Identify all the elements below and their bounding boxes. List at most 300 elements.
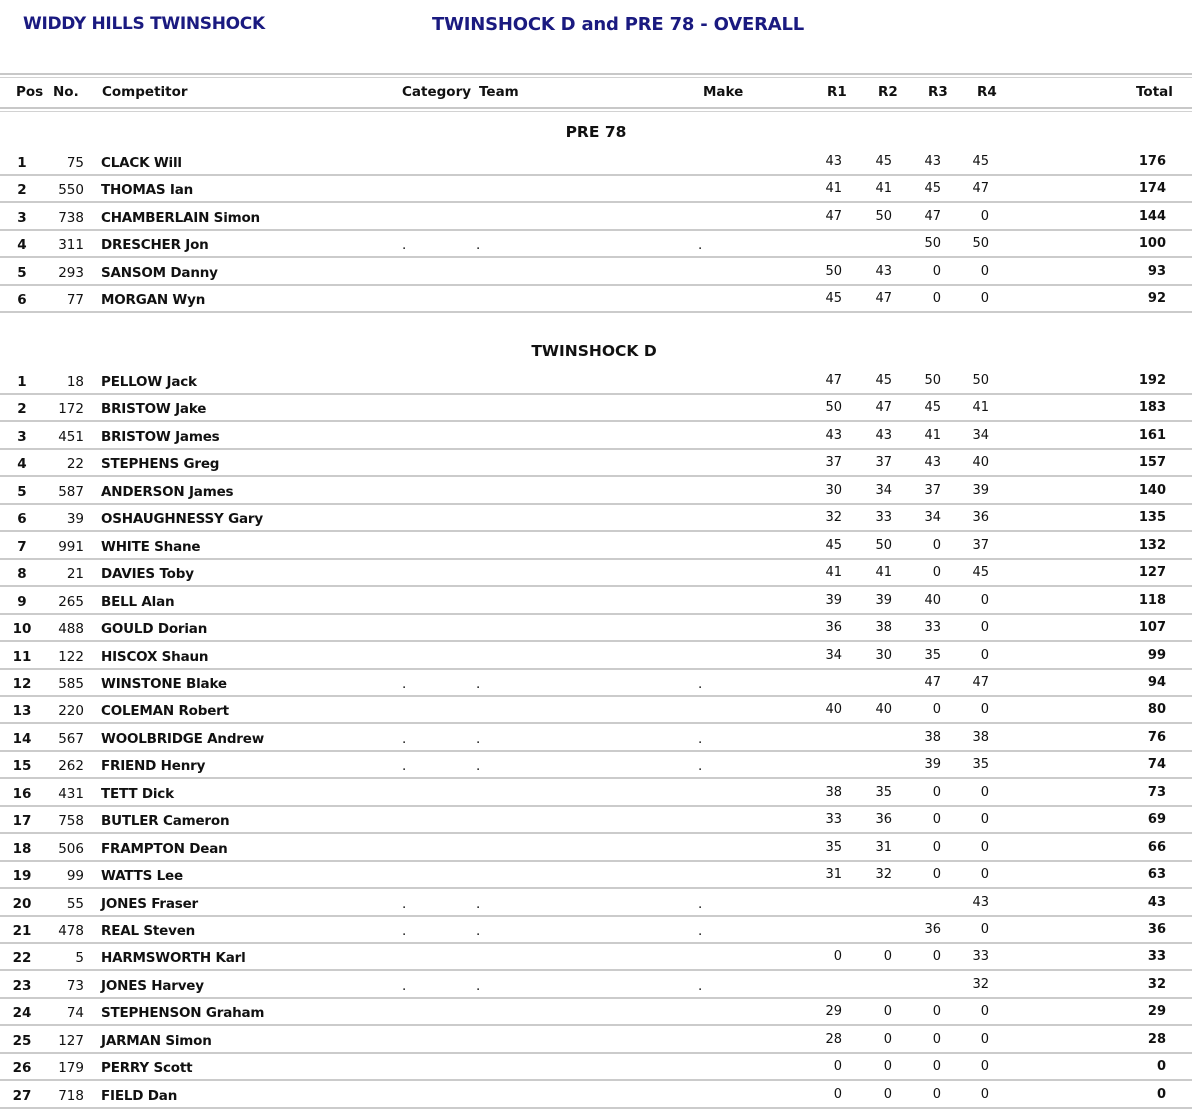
round-4-score: 47 xyxy=(972,181,989,197)
round-1-score: 36 xyxy=(825,620,842,636)
round-3-score: 43 xyxy=(924,455,941,471)
total-score: 36 xyxy=(1147,922,1166,937)
competitor-name: REAL Steven xyxy=(101,923,196,939)
competitor-name: FIELD Dan xyxy=(101,1087,178,1104)
competitor-name: OSHAUGHNESSY Gary xyxy=(101,511,263,528)
rider-number: 73 xyxy=(66,977,84,994)
round-4-score: 32 xyxy=(972,976,989,992)
rider-number: 758 xyxy=(58,813,84,830)
table-row[interactable] xyxy=(0,697,1192,724)
total-score: 93 xyxy=(1147,263,1166,279)
table-row[interactable] xyxy=(0,972,1192,999)
rider-number: 585 xyxy=(58,675,84,692)
round-4-score: 0 xyxy=(980,291,989,307)
position: 7 xyxy=(17,538,27,555)
position: 16 xyxy=(12,785,32,802)
round-1-score: 0 xyxy=(833,1086,842,1102)
round-1-score: 34 xyxy=(825,647,842,663)
total-score: 176 xyxy=(1138,154,1166,169)
rider-number: 220 xyxy=(58,703,84,720)
position: 4 xyxy=(17,456,27,473)
round-3-score: 0 xyxy=(932,1004,941,1020)
round-4-score: 38 xyxy=(972,729,989,745)
make: . xyxy=(698,758,703,775)
table-row[interactable] xyxy=(0,643,1192,670)
round-2-score: 39 xyxy=(875,592,892,608)
table-row[interactable] xyxy=(0,944,1192,971)
total-score: 66 xyxy=(1147,839,1166,855)
round-3-score: 37 xyxy=(924,482,941,498)
competitor-name: SANSOM Danny xyxy=(101,264,218,281)
table-row[interactable] xyxy=(0,149,1192,176)
total-score: 0 xyxy=(1156,1059,1166,1075)
round-4-score: 0 xyxy=(980,1059,989,1075)
competitor-name: MORGAN Wyn xyxy=(101,292,206,309)
total-score: 174 xyxy=(1138,181,1166,197)
total-score: 144 xyxy=(1138,208,1166,224)
round-3-score: 38 xyxy=(924,729,941,745)
round-3-score: 33 xyxy=(924,620,941,636)
round-1-score: 43 xyxy=(825,154,842,169)
event-title: WIDDY HILLS TWINSHOCK xyxy=(23,14,265,34)
competitor-name: DRESCHER Jon xyxy=(101,237,209,254)
col-r1[interactable]: R1 xyxy=(827,84,847,100)
position: 8 xyxy=(17,566,27,583)
competitor-name: STEPHENS Greg xyxy=(101,456,220,473)
competitor-name: WATTS Lee xyxy=(101,868,183,885)
round-4-score: 0 xyxy=(980,784,989,800)
round-2-score: 41 xyxy=(875,181,892,197)
total-score: 99 xyxy=(1147,647,1166,663)
rider-number: 550 xyxy=(58,182,84,199)
round-1-score: 31 xyxy=(825,867,842,883)
competitor-name: TETT Dick xyxy=(101,785,174,802)
round-4-score: 45 xyxy=(972,154,989,169)
total-score: 94 xyxy=(1147,674,1166,690)
round-3-score: 43 xyxy=(924,154,941,169)
round-1-score: 50 xyxy=(825,263,842,279)
total-score: 192 xyxy=(1138,373,1166,388)
round-1-score: 47 xyxy=(825,208,842,224)
position: 17 xyxy=(12,813,32,830)
table-row[interactable] xyxy=(0,835,1192,862)
table-row[interactable] xyxy=(0,395,1192,422)
total-score: 0 xyxy=(1156,1086,1166,1102)
competitor-name: PELLOW Jack xyxy=(101,374,197,390)
round-2-score: 50 xyxy=(875,537,892,553)
round-2-score: 43 xyxy=(875,263,892,279)
round-4-score: 0 xyxy=(980,263,989,279)
competitor-name: DAVIES Toby xyxy=(101,566,194,583)
round-3-score: 0 xyxy=(932,263,941,279)
round-3-score: 39 xyxy=(924,757,941,773)
rider-number: 75 xyxy=(66,155,84,171)
rider-number: 293 xyxy=(58,264,84,281)
total-score: 161 xyxy=(1138,427,1166,443)
table-row[interactable] xyxy=(0,204,1192,231)
table-row[interactable] xyxy=(0,478,1192,505)
rider-number: 587 xyxy=(58,483,84,500)
position: 2 xyxy=(17,182,27,199)
round-3-score: 0 xyxy=(932,1031,941,1047)
round-4-score: 37 xyxy=(972,537,989,553)
round-2-score: 0 xyxy=(883,1004,892,1020)
rider-number: 74 xyxy=(66,1005,84,1022)
table-row[interactable] xyxy=(0,1027,1192,1054)
table-row[interactable] xyxy=(0,1082,1192,1109)
category: . xyxy=(402,758,407,775)
team: . xyxy=(476,758,481,775)
round-1-score: 0 xyxy=(833,949,842,965)
table-row[interactable] xyxy=(0,560,1192,587)
round-1-score: 0 xyxy=(833,1059,842,1075)
round-2-score: 0 xyxy=(883,1031,892,1047)
position: 20 xyxy=(12,895,32,912)
rider-number: 262 xyxy=(58,758,84,775)
table-row[interactable] xyxy=(0,286,1192,313)
table-row[interactable] xyxy=(0,505,1192,532)
round-4-score: 33 xyxy=(972,949,989,965)
table-row[interactable] xyxy=(0,752,1192,779)
total-score: 33 xyxy=(1147,949,1166,965)
round-3-score: 0 xyxy=(932,867,941,883)
round-1-score: 28 xyxy=(825,1031,842,1047)
round-2-score: 45 xyxy=(875,154,892,169)
table-row[interactable] xyxy=(0,368,1192,395)
competitor-name: PERRY Scott xyxy=(101,1060,193,1077)
round-2-score: 50 xyxy=(875,208,892,224)
total-score: 28 xyxy=(1147,1031,1166,1047)
team: . xyxy=(476,675,481,692)
col-team[interactable]: Team xyxy=(479,84,519,100)
round-3-score: 50 xyxy=(924,236,941,252)
col-competitor[interactable]: Competitor xyxy=(102,84,188,100)
rider-number: 738 xyxy=(58,209,84,226)
table-row[interactable] xyxy=(0,917,1192,944)
position: 5 xyxy=(17,264,27,281)
team: . xyxy=(476,923,481,939)
competitor-name: WINSTONE Blake xyxy=(101,675,227,692)
round-3-score: 47 xyxy=(924,674,941,690)
total-score: 32 xyxy=(1147,976,1166,992)
round-4-score: 0 xyxy=(980,1031,989,1047)
round-4-score: 43 xyxy=(972,894,989,910)
rider-number: 991 xyxy=(58,538,84,555)
competitor-name: BRISTOW Jake xyxy=(101,401,207,418)
position: 9 xyxy=(17,593,27,610)
make: . xyxy=(698,675,703,692)
position: 13 xyxy=(12,703,32,720)
round-1-score: 35 xyxy=(825,839,842,855)
round-2-score: 0 xyxy=(883,949,892,965)
position: 5 xyxy=(17,483,27,500)
table-row[interactable] xyxy=(0,890,1192,917)
category: . xyxy=(402,895,407,912)
rider-number: 39 xyxy=(66,511,84,528)
table-row[interactable] xyxy=(0,450,1192,477)
team: . xyxy=(476,895,481,912)
total-score: 132 xyxy=(1138,537,1166,553)
team: . xyxy=(476,237,481,254)
row-divider xyxy=(0,1107,1192,1109)
rider-number: 122 xyxy=(58,648,84,665)
round-2-score: 47 xyxy=(875,291,892,307)
round-1-score: 38 xyxy=(825,784,842,800)
competitor-name: ANDERSON James xyxy=(101,483,234,500)
col-make[interactable]: Make xyxy=(703,84,744,100)
round-2-score: 34 xyxy=(875,482,892,498)
rider-number: 22 xyxy=(66,456,84,473)
position: 4 xyxy=(17,237,27,254)
table-row[interactable] xyxy=(0,588,1192,615)
round-2-score: 38 xyxy=(875,620,892,636)
col-r3[interactable]: R3 xyxy=(928,84,948,100)
category: . xyxy=(402,730,407,747)
total-score: 183 xyxy=(1138,400,1166,416)
rider-number: 55 xyxy=(66,895,84,912)
round-4-score: 41 xyxy=(972,400,989,416)
competitor-name: FRIEND Henry xyxy=(101,758,206,775)
position: 6 xyxy=(17,511,27,528)
round-1-score: 43 xyxy=(825,427,842,443)
section-title: PRE 78 xyxy=(565,123,627,141)
table-row[interactable] xyxy=(0,259,1192,286)
position: 15 xyxy=(12,758,32,775)
table-row[interactable] xyxy=(0,533,1192,560)
round-3-score: 0 xyxy=(932,291,941,307)
round-2-score: 37 xyxy=(875,455,892,471)
make: . xyxy=(698,923,703,939)
team: . xyxy=(476,730,481,747)
rider-number: 478 xyxy=(58,923,84,939)
round-3-score: 36 xyxy=(924,922,941,937)
round-4-score: 0 xyxy=(980,1004,989,1020)
total-score: 29 xyxy=(1147,1004,1166,1020)
rider-number: 127 xyxy=(58,1032,84,1049)
rider-number: 431 xyxy=(58,785,84,802)
section-title: TWINSHOCK D xyxy=(531,342,657,360)
round-2-score: 36 xyxy=(875,812,892,828)
col-r4[interactable]: R4 xyxy=(977,84,997,100)
competitor-name: STEPHENSON Graham xyxy=(101,1005,265,1022)
total-score: 127 xyxy=(1138,565,1166,581)
round-3-score: 0 xyxy=(932,812,941,828)
rider-number: 18 xyxy=(66,374,84,390)
round-3-score: 0 xyxy=(932,537,941,553)
rider-number: 179 xyxy=(58,1060,84,1077)
competitor-name: HISCOX Shaun xyxy=(101,648,209,665)
make: . xyxy=(698,895,703,912)
position: 10 xyxy=(12,621,32,638)
position: 11 xyxy=(12,648,32,665)
round-3-score: 0 xyxy=(932,949,941,965)
round-4-score: 0 xyxy=(980,592,989,608)
category: . xyxy=(402,923,407,939)
position: 1 xyxy=(17,155,27,171)
round-2-score: 41 xyxy=(875,565,892,581)
round-2-score: 0 xyxy=(883,1086,892,1102)
round-3-score: 34 xyxy=(924,510,941,526)
round-1-score: 41 xyxy=(825,565,842,581)
col-total[interactable]: Total xyxy=(1136,84,1173,100)
rider-number: 451 xyxy=(58,428,84,445)
round-1-score: 37 xyxy=(825,455,842,471)
rider-number: 21 xyxy=(66,566,84,583)
col-r2[interactable]: R2 xyxy=(878,84,898,100)
competitor-name: BELL Alan xyxy=(101,593,175,610)
col-category[interactable]: Category xyxy=(402,84,472,100)
round-4-score: 40 xyxy=(972,455,989,471)
rider-number: 718 xyxy=(58,1087,84,1104)
round-4-score: 36 xyxy=(972,510,989,526)
position: 26 xyxy=(12,1060,32,1077)
table-row[interactable] xyxy=(0,1054,1192,1081)
rider-number: 567 xyxy=(58,730,84,747)
position: 2 xyxy=(17,401,27,418)
team: . xyxy=(476,977,481,994)
col-no[interactable]: No. xyxy=(53,84,79,100)
position: 27 xyxy=(12,1087,32,1104)
header-rule-bottom-2 xyxy=(0,111,1192,112)
round-1-score: 41 xyxy=(825,181,842,197)
total-score: 107 xyxy=(1138,620,1166,636)
round-2-score: 45 xyxy=(875,373,892,388)
round-2-score: 35 xyxy=(875,784,892,800)
round-1-score: 33 xyxy=(825,812,842,828)
round-4-score: 0 xyxy=(980,867,989,883)
round-1-score: 29 xyxy=(825,1004,842,1020)
header-rule-top-1 xyxy=(0,73,1192,75)
position: 18 xyxy=(12,840,32,857)
round-2-score: 30 xyxy=(875,647,892,663)
position: 24 xyxy=(12,1005,32,1022)
total-score: 73 xyxy=(1147,784,1166,800)
position: 3 xyxy=(17,209,27,226)
round-4-score: 0 xyxy=(980,647,989,663)
round-3-score: 40 xyxy=(924,592,941,608)
round-3-score: 0 xyxy=(932,1086,941,1102)
round-4-score: 0 xyxy=(980,1086,989,1102)
round-2-score: 43 xyxy=(875,427,892,443)
round-1-score: 47 xyxy=(825,373,842,388)
table-row[interactable] xyxy=(0,780,1192,807)
round-1-score: 45 xyxy=(825,291,842,307)
total-score: 74 xyxy=(1147,757,1166,773)
table-row[interactable] xyxy=(0,807,1192,834)
category: . xyxy=(402,675,407,692)
table-row[interactable] xyxy=(0,670,1192,697)
position: 21 xyxy=(12,923,32,939)
category: . xyxy=(402,237,407,254)
rider-number: 506 xyxy=(58,840,84,857)
report-title: TWINSHOCK D and PRE 78 - OVERALL xyxy=(432,14,805,35)
round-2-score: 32 xyxy=(875,867,892,883)
competitor-name: CLACK Will xyxy=(101,155,182,171)
total-score: 92 xyxy=(1147,291,1166,307)
competitor-name: WOOLBRIDGE Andrew xyxy=(101,730,264,747)
total-score: 140 xyxy=(1138,482,1166,498)
round-3-score: 50 xyxy=(924,373,941,388)
round-2-score: 47 xyxy=(875,400,892,416)
table-row[interactable] xyxy=(0,862,1192,889)
round-3-score: 47 xyxy=(924,208,941,224)
total-score: 69 xyxy=(1147,812,1166,828)
competitor-name: HARMSWORTH Karl xyxy=(101,950,246,967)
round-2-score: 31 xyxy=(875,839,892,855)
total-score: 135 xyxy=(1138,510,1166,526)
table-row[interactable] xyxy=(0,725,1192,752)
rider-number: 5 xyxy=(75,950,84,967)
round-4-score: 50 xyxy=(972,236,989,252)
table-row[interactable] xyxy=(0,999,1192,1026)
round-2-score: 33 xyxy=(875,510,892,526)
competitor-name: FRAMPTON Dean xyxy=(101,840,228,857)
round-4-score: 0 xyxy=(980,208,989,224)
make: . xyxy=(698,730,703,747)
round-3-score: 45 xyxy=(924,181,941,197)
row-divider xyxy=(0,311,1192,313)
category: . xyxy=(402,977,407,994)
round-1-score: 30 xyxy=(825,482,842,498)
round-4-score: 0 xyxy=(980,620,989,636)
make: . xyxy=(698,237,703,254)
round-1-score: 45 xyxy=(825,537,842,553)
round-2-score: 40 xyxy=(875,702,892,718)
position: 14 xyxy=(12,730,32,747)
round-4-score: 47 xyxy=(972,674,989,690)
position: 25 xyxy=(12,1032,32,1049)
table-row[interactable] xyxy=(0,231,1192,258)
round-4-score: 39 xyxy=(972,482,989,498)
round-4-score: 45 xyxy=(972,565,989,581)
total-score: 80 xyxy=(1147,702,1166,718)
position: 23 xyxy=(12,977,32,994)
round-1-score: 40 xyxy=(825,702,842,718)
round-4-score: 0 xyxy=(980,702,989,718)
round-3-score: 35 xyxy=(924,647,941,663)
round-1-score: 50 xyxy=(825,400,842,416)
total-score: 76 xyxy=(1147,729,1166,745)
round-1-score: 32 xyxy=(825,510,842,526)
round-3-score: 0 xyxy=(932,784,941,800)
round-4-score: 0 xyxy=(980,839,989,855)
rider-number: 172 xyxy=(58,401,84,418)
table-row[interactable] xyxy=(0,423,1192,450)
round-3-score: 0 xyxy=(932,565,941,581)
round-3-score: 0 xyxy=(932,839,941,855)
round-4-score: 35 xyxy=(972,757,989,773)
competitor-name: CHAMBERLAIN Simon xyxy=(101,209,260,226)
position: 1 xyxy=(17,374,27,390)
col-pos[interactable]: Pos xyxy=(16,84,44,100)
round-4-score: 50 xyxy=(972,373,989,388)
rider-number: 99 xyxy=(66,868,84,885)
round-4-score: 34 xyxy=(972,427,989,443)
table-row[interactable] xyxy=(0,615,1192,642)
competitor-name: THOMAS Ian xyxy=(101,182,194,199)
rider-number: 488 xyxy=(58,621,84,638)
round-1-score: 39 xyxy=(825,592,842,608)
position: 22 xyxy=(12,950,32,967)
competitor-name: JONES Fraser xyxy=(101,895,199,912)
position: 19 xyxy=(12,868,32,885)
competitor-name: COLEMAN Robert xyxy=(101,703,229,720)
competitor-name: WHITE Shane xyxy=(101,538,201,555)
table-row[interactable] xyxy=(0,176,1192,203)
round-3-score: 41 xyxy=(924,427,941,443)
round-3-score: 45 xyxy=(924,400,941,416)
rider-number: 77 xyxy=(66,292,84,309)
